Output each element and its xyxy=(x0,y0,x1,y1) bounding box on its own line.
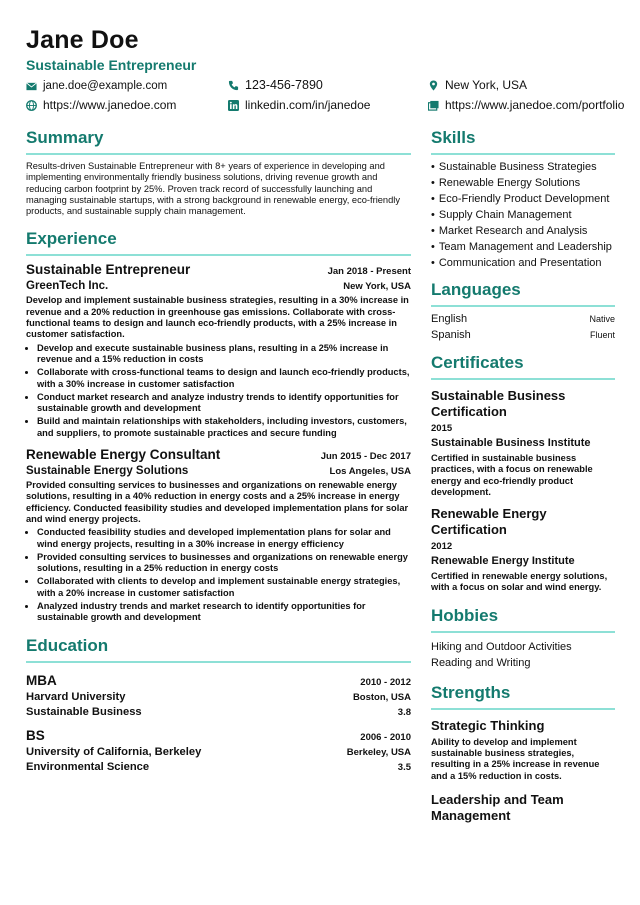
contact-linkedin-text: linkedin.com/in/janedoe xyxy=(245,98,371,112)
certificate-issuer: Sustainable Business Institute xyxy=(431,437,591,449)
language-level: Native xyxy=(589,314,615,324)
edu-location: Berkeley, USA xyxy=(346,746,411,758)
linkedin-icon xyxy=(228,100,239,111)
globe-icon xyxy=(26,100,37,111)
summary-text: Results-driven Sustainable Entrepreneur with 8+ years of experience in developing and implementing environmentally friendly business solutions, driving revenue growth and reducing carbon footprint by 25%. Proven track record of successfully launching and managing sustainable startups, with a strong background in renewable energy, eco-friendly products, and sustainable supply chain management. xyxy=(26,161,400,217)
left-column xyxy=(26,128,411,773)
skill-item: • Sustainable Business Strategies xyxy=(431,161,597,173)
job-bullet: • Conducted feasibility studies and developed implementation plans for solar and wind energy projects, resulting in a 30% increase in energy efficiency xyxy=(37,527,411,550)
language-name: English xyxy=(431,313,468,325)
job-company: GreenTech Inc. xyxy=(26,280,109,293)
job-title: Sustainable Entrepreneur xyxy=(26,262,191,278)
language-item xyxy=(431,313,615,325)
phone-icon xyxy=(228,80,239,91)
language-name: Spanish xyxy=(431,329,471,341)
contact-portfolio-text: https://www.janedoe.com/portfolio xyxy=(445,98,625,112)
edu-location: Boston, USA xyxy=(352,691,411,703)
job-bullets xyxy=(26,527,411,623)
contact-website-text: https://www.janedoe.com xyxy=(43,98,177,112)
skill-item: • Renewable Energy Solutions xyxy=(431,177,581,189)
candidate-name: Jane Doe xyxy=(26,26,139,54)
summary-section xyxy=(26,128,411,217)
contact-email[interactable] xyxy=(26,80,167,92)
edu-dates: 2006 - 2010 xyxy=(360,731,411,743)
job-title: Renewable Energy Consultant xyxy=(26,447,221,463)
skill-item: • Supply Chain Management xyxy=(431,209,572,221)
certificate-description: Certified in renewable energy solutions, with a focus on solar and wind energy. xyxy=(431,571,608,593)
strength-title: Strategic Thinking xyxy=(431,717,545,733)
job-summary: Provided consulting services to businesses and organizations on renewable energy solutions, resulting in a 40% reduction in energy costs and a 25% increase in energy efficiency. Conducted feasibility studies and developed implementation plans for solar and wind energy projects. xyxy=(26,480,409,524)
edu-dates: 2010 - 2012 xyxy=(360,676,411,688)
skills-section xyxy=(431,128,615,270)
contact-phone-text: 123-456-7890 xyxy=(245,78,323,92)
certificate-description: Certified in sustainable business practices, with a focus on renewable energy and eco-friendly product development. xyxy=(431,453,593,497)
job-location: New York, USA xyxy=(343,281,411,293)
skill-item: • Market Research and Analysis xyxy=(431,225,588,237)
skills-heading: Skills xyxy=(431,128,615,155)
job-bullet: • Analyzed industry trends and market research to identify opportunities for sustainable growth and development xyxy=(37,601,411,624)
strengths-heading: Strengths xyxy=(431,683,615,710)
job-dates: Jun 2015 - Dec 2017 xyxy=(320,451,411,463)
education-section xyxy=(26,636,411,773)
experience-heading: Experience xyxy=(26,229,411,256)
certificate-year: 2012 xyxy=(431,541,453,553)
strength-title: Leadership and Team Management xyxy=(431,791,564,823)
email-icon xyxy=(26,81,37,92)
language-item xyxy=(431,329,615,341)
job-bullets xyxy=(26,343,411,439)
portfolio-icon xyxy=(428,100,439,111)
hobby-item: Reading and Writing xyxy=(431,656,531,669)
job-bullet: • Develop and execute sustainable business plans, resulting in a 25% increase in revenue and a 15% reduction in costs xyxy=(37,343,411,366)
job-company: Sustainable Energy Solutions xyxy=(26,465,189,478)
job-location: Los Angeles, USA xyxy=(329,466,411,478)
summary-heading: Summary xyxy=(26,128,411,155)
certificate-name: Sustainable Business Certification xyxy=(431,388,566,419)
job-bullet: • Build and maintain relationships with stakeholders, including investors, customers, and suppliers, to promote sustainable practices and secure funding xyxy=(37,416,411,439)
candidate-role: Sustainable Entrepreneur xyxy=(26,57,197,73)
edu-school: Harvard University xyxy=(26,690,126,703)
certificate-year: 2015 xyxy=(431,423,453,434)
job-bullet: • Conduct market research and analyze industry trends to identify opportunities for sustainable growth and development xyxy=(37,392,411,415)
skill-item: • Eco-Friendly Product Development xyxy=(431,193,610,205)
certificate-entry xyxy=(431,506,615,594)
edu-degree: MBA xyxy=(26,672,57,688)
location-pin-icon xyxy=(428,80,439,91)
edu-degree: BS xyxy=(26,727,45,743)
edu-gpa: 3.8 xyxy=(397,706,411,718)
strength-description: Ability to develop and implement sustainable business strategies, resulting in a 25% increase in revenue and a 15% reduction in costs. xyxy=(431,736,600,781)
experience-section xyxy=(26,229,411,623)
skill-item: • Team Management and Leadership xyxy=(431,241,612,253)
hobbies-section xyxy=(431,606,615,671)
hobbies-heading: Hobbies xyxy=(431,606,615,633)
languages-heading: Languages xyxy=(431,280,615,307)
hobby-item: Hiking and Outdoor Activities xyxy=(431,640,572,653)
job-entry xyxy=(26,262,411,439)
contact-linkedin[interactable] xyxy=(228,98,370,112)
certificate-name: Renewable Energy Certification xyxy=(431,506,547,538)
strength-entry xyxy=(431,792,615,824)
contact-location-text: New York, USA xyxy=(445,78,528,92)
strength-entry xyxy=(431,718,615,782)
job-entry xyxy=(26,447,411,624)
edu-gpa: 3.5 xyxy=(397,761,411,773)
contact-location xyxy=(428,78,527,92)
skill-item: • Communication and Presentation xyxy=(431,257,602,269)
edu-field: Sustainable Business xyxy=(26,705,142,718)
languages-section xyxy=(431,280,615,341)
contact-phone[interactable] xyxy=(228,78,323,92)
contact-email-text: jane.doe@example.com xyxy=(43,80,168,92)
certificate-issuer: Renewable Energy Institute xyxy=(431,555,575,568)
job-bullet: • Provided consulting services to businesses and organizations on renewable energy solutions, resulting in a 25% reduction in energy costs xyxy=(37,552,411,575)
edu-field: Environmental Science xyxy=(26,760,150,773)
education-heading: Education xyxy=(26,636,411,663)
job-summary: Develop and implement sustainable business strategies, resulting in a 30% increase in revenue and a 20% reduction in greenhouse gas emissions. Collaborate with cross-functional teams to design and launch eco-friendly products, with a 25% increase in customer satisfaction. xyxy=(26,295,409,340)
certificate-entry xyxy=(431,388,615,498)
strengths-section xyxy=(431,683,615,824)
certificates-heading: Certificates xyxy=(431,353,615,380)
job-bullet: • Collaborated with clients to develop and implement sustainable energy strategies, with a 20% increase in customer satisfaction xyxy=(37,576,411,599)
language-level: Fluent xyxy=(589,330,615,340)
job-dates: Jan 2018 - Present xyxy=(327,266,411,278)
contact-website[interactable] xyxy=(26,98,176,112)
certificates-section xyxy=(431,353,615,594)
education-entry xyxy=(26,673,411,718)
right-column xyxy=(431,128,615,824)
education-entry xyxy=(26,728,411,773)
edu-school: University of California, Berkeley xyxy=(26,745,202,758)
contact-portfolio[interactable] xyxy=(428,98,624,112)
job-bullet: • Collaborate with cross-functional teams to design and launch eco-friendly products, with a 30% increase in customer satisfaction xyxy=(37,367,411,390)
